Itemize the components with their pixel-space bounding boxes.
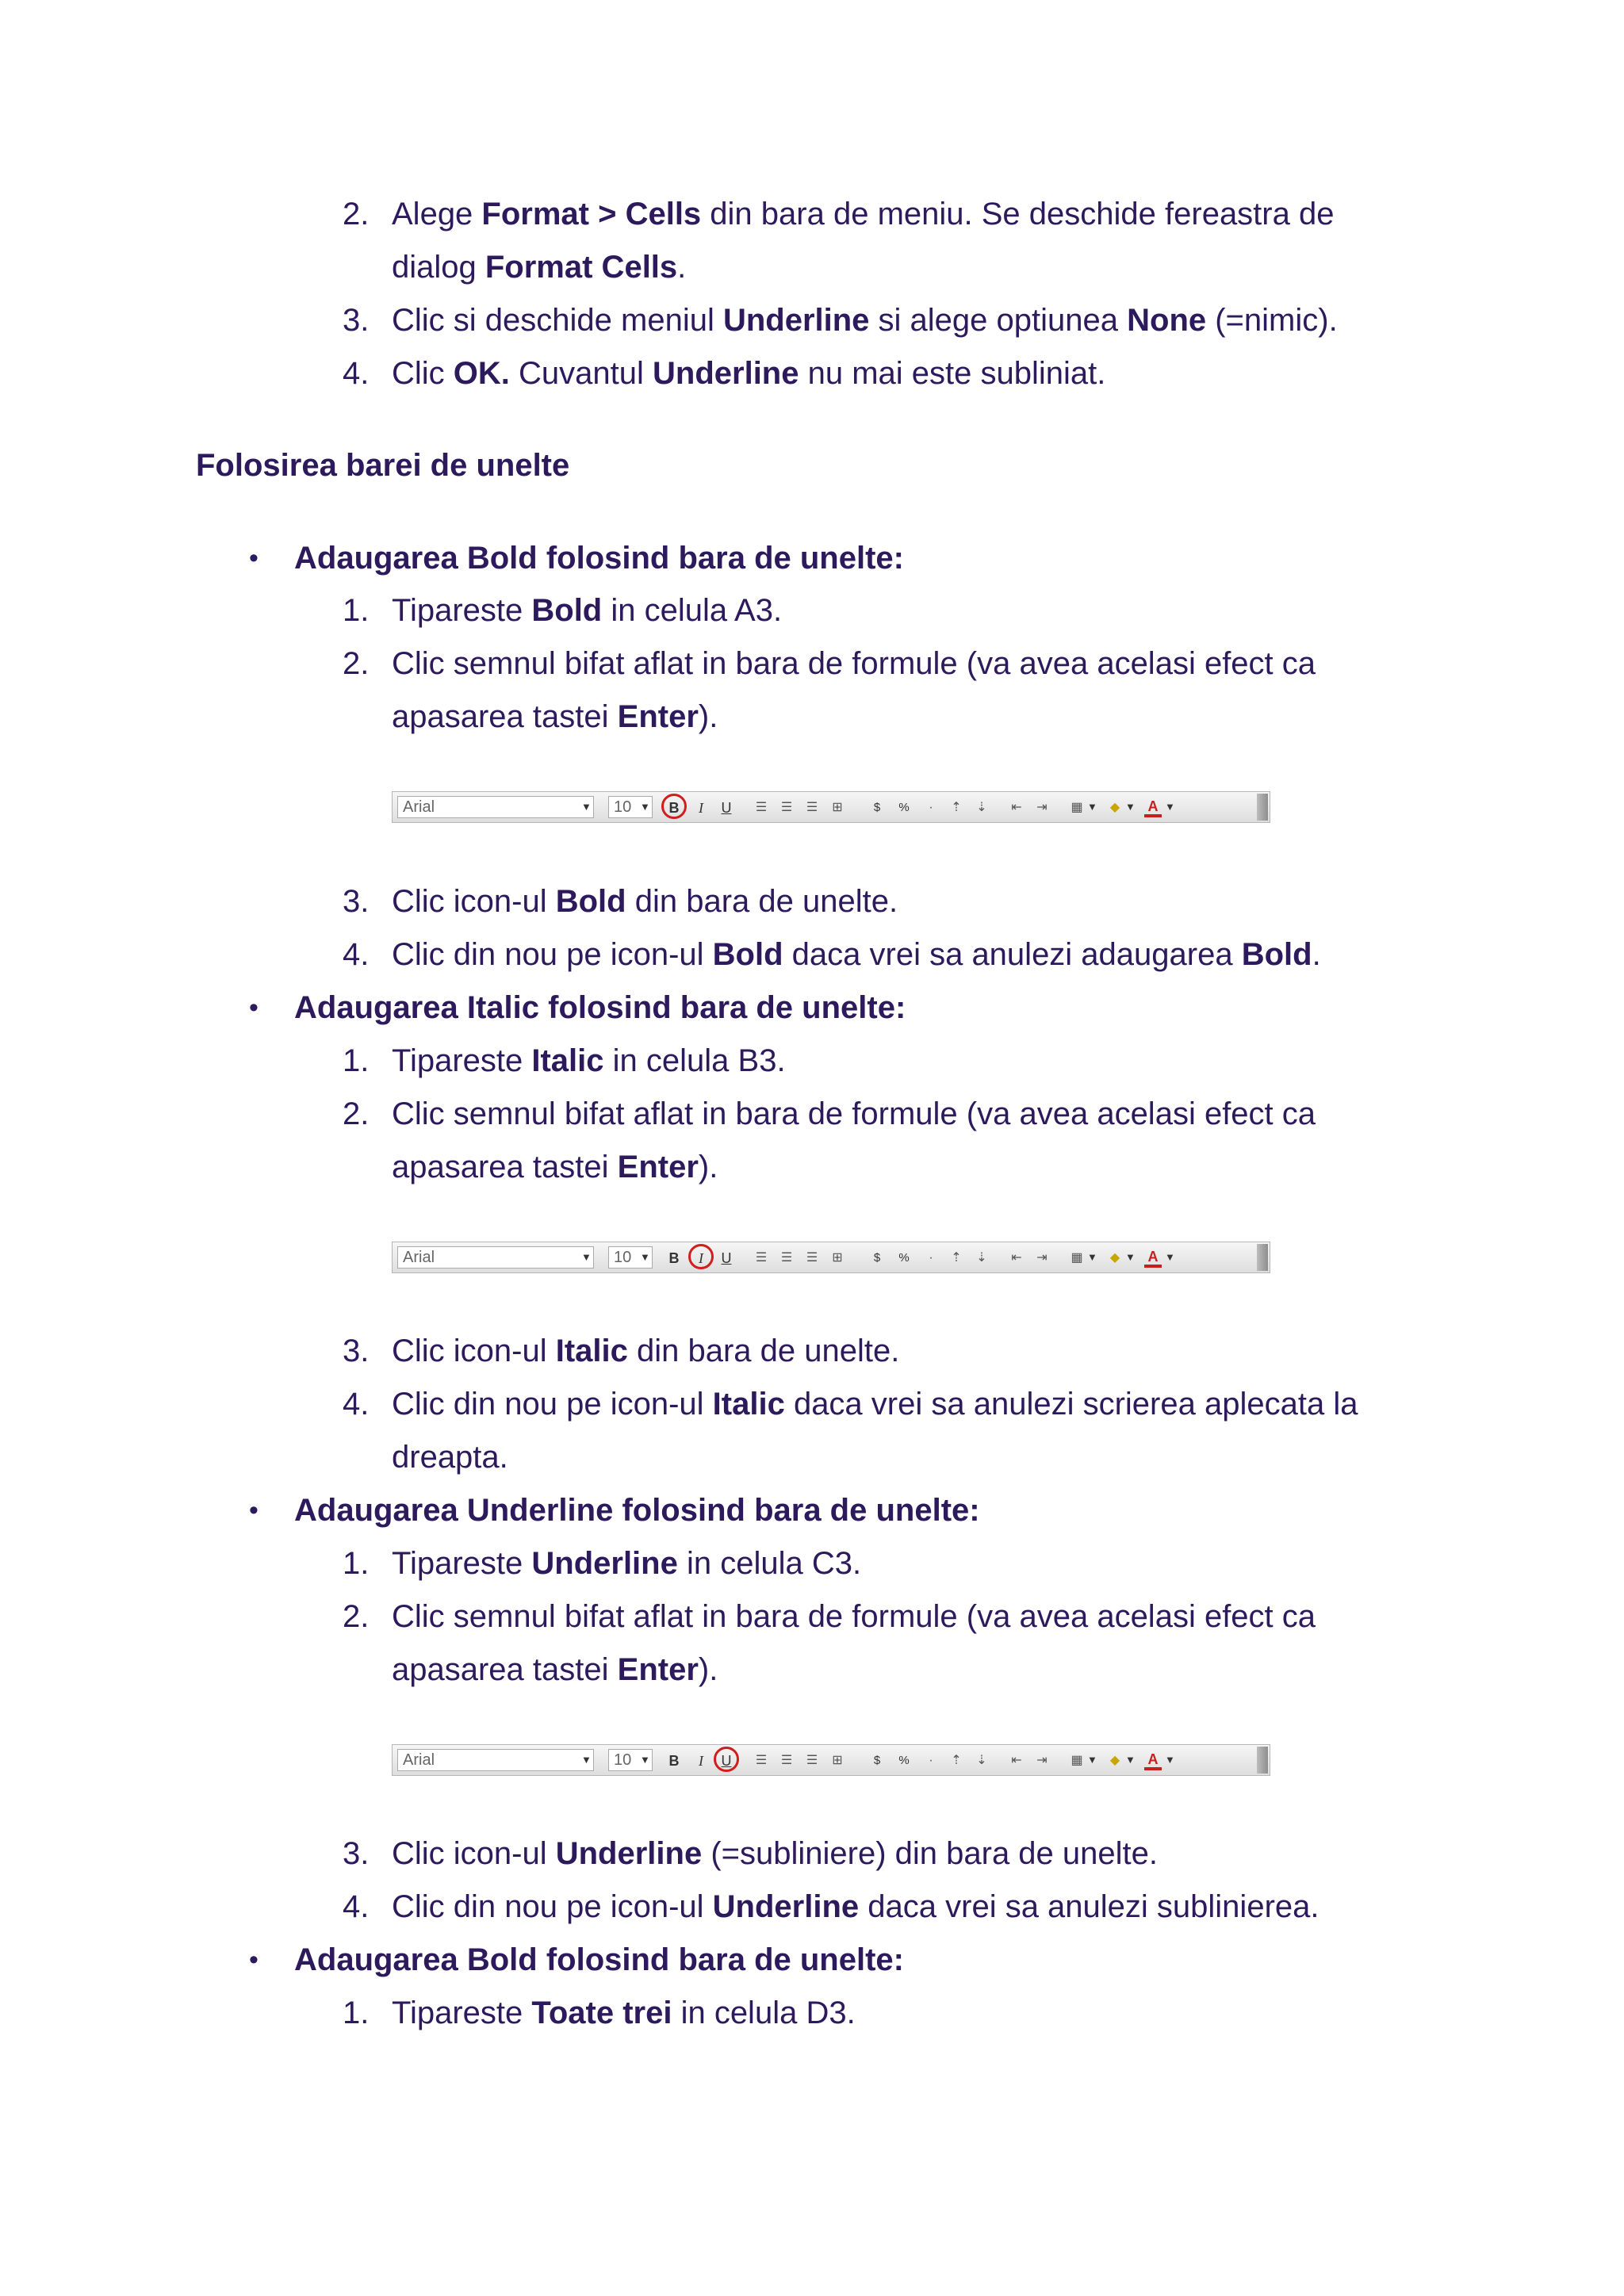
font-name-box: Arial [397, 1749, 594, 1771]
toolbar-grip [1257, 794, 1268, 821]
bullet: • [249, 993, 259, 1023]
step-text: Clic din nou pe icon-ul Bold daca vrei sa anulezi adaugarea Bold. [392, 937, 1321, 972]
step-number: 3. [343, 303, 370, 338]
merge-center-icon: ⊞ [832, 1251, 843, 1265]
fill-color-icon: ◆ [1109, 801, 1120, 814]
step-text: Tipareste Toate trei in celula D3. [392, 1996, 856, 2030]
font-color-icon: A [1144, 1249, 1162, 1268]
step-number: 4. [343, 937, 370, 972]
step-text: Clic OK. Cuvantul Underline nu mai este subliniat. [392, 356, 1106, 391]
step-text-continued: apasarea tastei Enter). [392, 1150, 718, 1184]
bullet-heading-italic: Adaugarea Italic folosind bara de unelte: [294, 990, 906, 1025]
chevron-down-icon: ▼ [640, 1251, 650, 1263]
bold-icon: B [668, 1250, 680, 1266]
fill-color-icon: ◆ [1109, 1251, 1120, 1265]
chevron-down-icon: ▼ [1087, 1754, 1097, 1766]
bullet: • [249, 543, 259, 573]
step-text: Clic si deschide meniul Underline si alege optiunea None (=nimic). [392, 303, 1338, 338]
step-number: 4. [343, 1387, 370, 1422]
formatting-toolbar-image [392, 791, 1270, 823]
bold-icon: B [668, 800, 680, 816]
chevron-down-icon: ▼ [640, 801, 650, 813]
comma-style-icon: · [929, 801, 933, 814]
bold-icon: B [668, 1753, 680, 1769]
underline-icon: U [721, 1250, 732, 1266]
font-size-box: 10 [608, 796, 653, 818]
step-text: Clic icon-ul Italic din bara de unelte. [392, 1334, 900, 1368]
chevron-down-icon: ▼ [640, 1754, 650, 1766]
formatting-toolbar-image [392, 1242, 1270, 1273]
chevron-down-icon: ▼ [581, 1251, 592, 1263]
font-color-icon: A [1144, 798, 1162, 817]
increase-decimal-icon: ⇡ [951, 801, 962, 814]
step-number: 3. [343, 1334, 370, 1368]
decrease-decimal-icon: ⇣ [976, 1251, 987, 1265]
step-text: Clic semnul bifat aflat in bara de formule (va avea acelasi efect ca [392, 1096, 1316, 1131]
step-number: 1. [343, 1546, 370, 1581]
align-left-icon: ☰ [755, 801, 768, 814]
font-name-box: Arial [397, 1246, 594, 1269]
merge-center-icon: ⊞ [832, 801, 843, 814]
step-text: Tipareste Italic in celula B3. [392, 1043, 786, 1078]
step-text-continued: apasarea tastei Enter). [392, 1652, 718, 1687]
step-number: 2. [343, 1096, 370, 1131]
bullet-heading-all: Adaugarea Bold folosind bara de unelte: [294, 1942, 904, 1977]
increase-indent-icon: ⇥ [1036, 801, 1048, 814]
increase-indent-icon: ⇥ [1036, 1251, 1048, 1265]
step-number: 1. [343, 593, 370, 628]
increase-decimal-icon: ⇡ [951, 1754, 962, 1767]
chevron-down-icon: ▼ [581, 801, 592, 813]
chevron-down-icon: ▼ [1125, 801, 1136, 813]
currency-icon: $ [873, 1754, 881, 1767]
step-number: 3. [343, 884, 370, 919]
step-number: 2. [343, 1599, 370, 1634]
chevron-down-icon: ▼ [1087, 801, 1097, 813]
font-color-icon: A [1144, 1751, 1162, 1770]
align-center-icon: ☰ [780, 1754, 793, 1767]
section-heading: Folosirea barei de unelte [196, 448, 570, 483]
chevron-down-icon: ▼ [1125, 1251, 1136, 1263]
align-center-icon: ☰ [780, 801, 793, 814]
step-text: Clic icon-ul Underline (=subliniere) din bara de unelte. [392, 1836, 1159, 1871]
step-text: Clic semnul bifat aflat in bara de formule (va avea acelasi efect ca [392, 646, 1316, 681]
step-text: Clic din nou pe icon-ul Italic daca vrei sa anulezi scrierea aplecata la [392, 1387, 1358, 1422]
italic-icon: I [699, 800, 703, 816]
align-left-icon: ☰ [755, 1251, 768, 1265]
borders-icon: ▦ [1071, 801, 1083, 814]
chevron-down-icon: ▼ [1087, 1251, 1097, 1263]
step-text: Clic icon-ul Bold din bara de unelte. [392, 884, 898, 919]
step-number: 2. [343, 646, 370, 681]
bullet-heading-underline: Adaugarea Underline folosind bara de unelte: [294, 1493, 980, 1528]
step-text: Tipareste Bold in celula A3. [392, 593, 783, 628]
percent-icon: % [898, 801, 910, 814]
align-right-icon: ☰ [806, 1754, 818, 1767]
percent-icon: % [898, 1754, 910, 1767]
bullet: • [249, 1945, 259, 1975]
chevron-down-icon: ▼ [1165, 1251, 1175, 1263]
underline-icon: U [721, 800, 732, 816]
formatting-toolbar-image [392, 1744, 1270, 1776]
step-number: 4. [343, 1889, 370, 1924]
currency-icon: $ [873, 1251, 881, 1265]
decrease-indent-icon: ⇤ [1011, 801, 1022, 814]
chevron-down-icon: ▼ [1125, 1754, 1136, 1766]
align-center-icon: ☰ [780, 1251, 793, 1265]
underline-icon: U [721, 1753, 732, 1769]
borders-icon: ▦ [1071, 1754, 1083, 1767]
step-number: 1. [343, 1043, 370, 1078]
font-name-box: Arial [397, 796, 594, 818]
step-text: Clic semnul bifat aflat in bara de formule (va avea acelasi efect ca [392, 1599, 1316, 1634]
italic-icon: I [699, 1753, 703, 1769]
merge-center-icon: ⊞ [832, 1754, 843, 1767]
step-text-continued: dialog Format Cells. [392, 250, 687, 285]
percent-icon: % [898, 1251, 910, 1265]
step-text: Clic din nou pe icon-ul Underline daca vrei sa anulezi sublinierea. [392, 1889, 1320, 1924]
step-text-continued: apasarea tastei Enter). [392, 699, 718, 734]
decrease-indent-icon: ⇤ [1011, 1251, 1022, 1265]
step-number: 2. [343, 197, 370, 232]
chevron-down-icon: ▼ [581, 1754, 592, 1766]
currency-icon: $ [873, 801, 881, 814]
borders-icon: ▦ [1071, 1251, 1083, 1265]
align-left-icon: ☰ [755, 1754, 768, 1767]
step-text-continued: dreapta. [392, 1440, 508, 1475]
align-right-icon: ☰ [806, 801, 818, 814]
font-size-box: 10 [608, 1246, 653, 1269]
step-text: Alege Format > Cells din bara de meniu. Se deschide fereastra de [392, 197, 1335, 232]
increase-indent-icon: ⇥ [1036, 1754, 1048, 1767]
fill-color-icon: ◆ [1109, 1754, 1120, 1767]
bullet: • [249, 1495, 259, 1525]
font-size-box: 10 [608, 1749, 653, 1771]
step-number: 1. [343, 1996, 370, 2030]
step-number: 3. [343, 1836, 370, 1871]
chevron-down-icon: ▼ [1165, 801, 1175, 813]
step-number: 4. [343, 356, 370, 391]
toolbar-grip [1257, 1244, 1268, 1271]
step-text: Tipareste Underline in celula C3. [392, 1546, 862, 1581]
toolbar-grip [1257, 1747, 1268, 1774]
bullet-heading-bold: Adaugarea Bold folosind bara de unelte: [294, 541, 904, 576]
comma-style-icon: · [929, 1754, 933, 1767]
italic-icon: I [699, 1250, 703, 1266]
decrease-indent-icon: ⇤ [1011, 1754, 1022, 1767]
comma-style-icon: · [929, 1251, 933, 1265]
decrease-decimal-icon: ⇣ [976, 1754, 987, 1767]
chevron-down-icon: ▼ [1165, 1754, 1175, 1766]
align-right-icon: ☰ [806, 1251, 818, 1265]
decrease-decimal-icon: ⇣ [976, 801, 987, 814]
increase-decimal-icon: ⇡ [951, 1251, 962, 1265]
